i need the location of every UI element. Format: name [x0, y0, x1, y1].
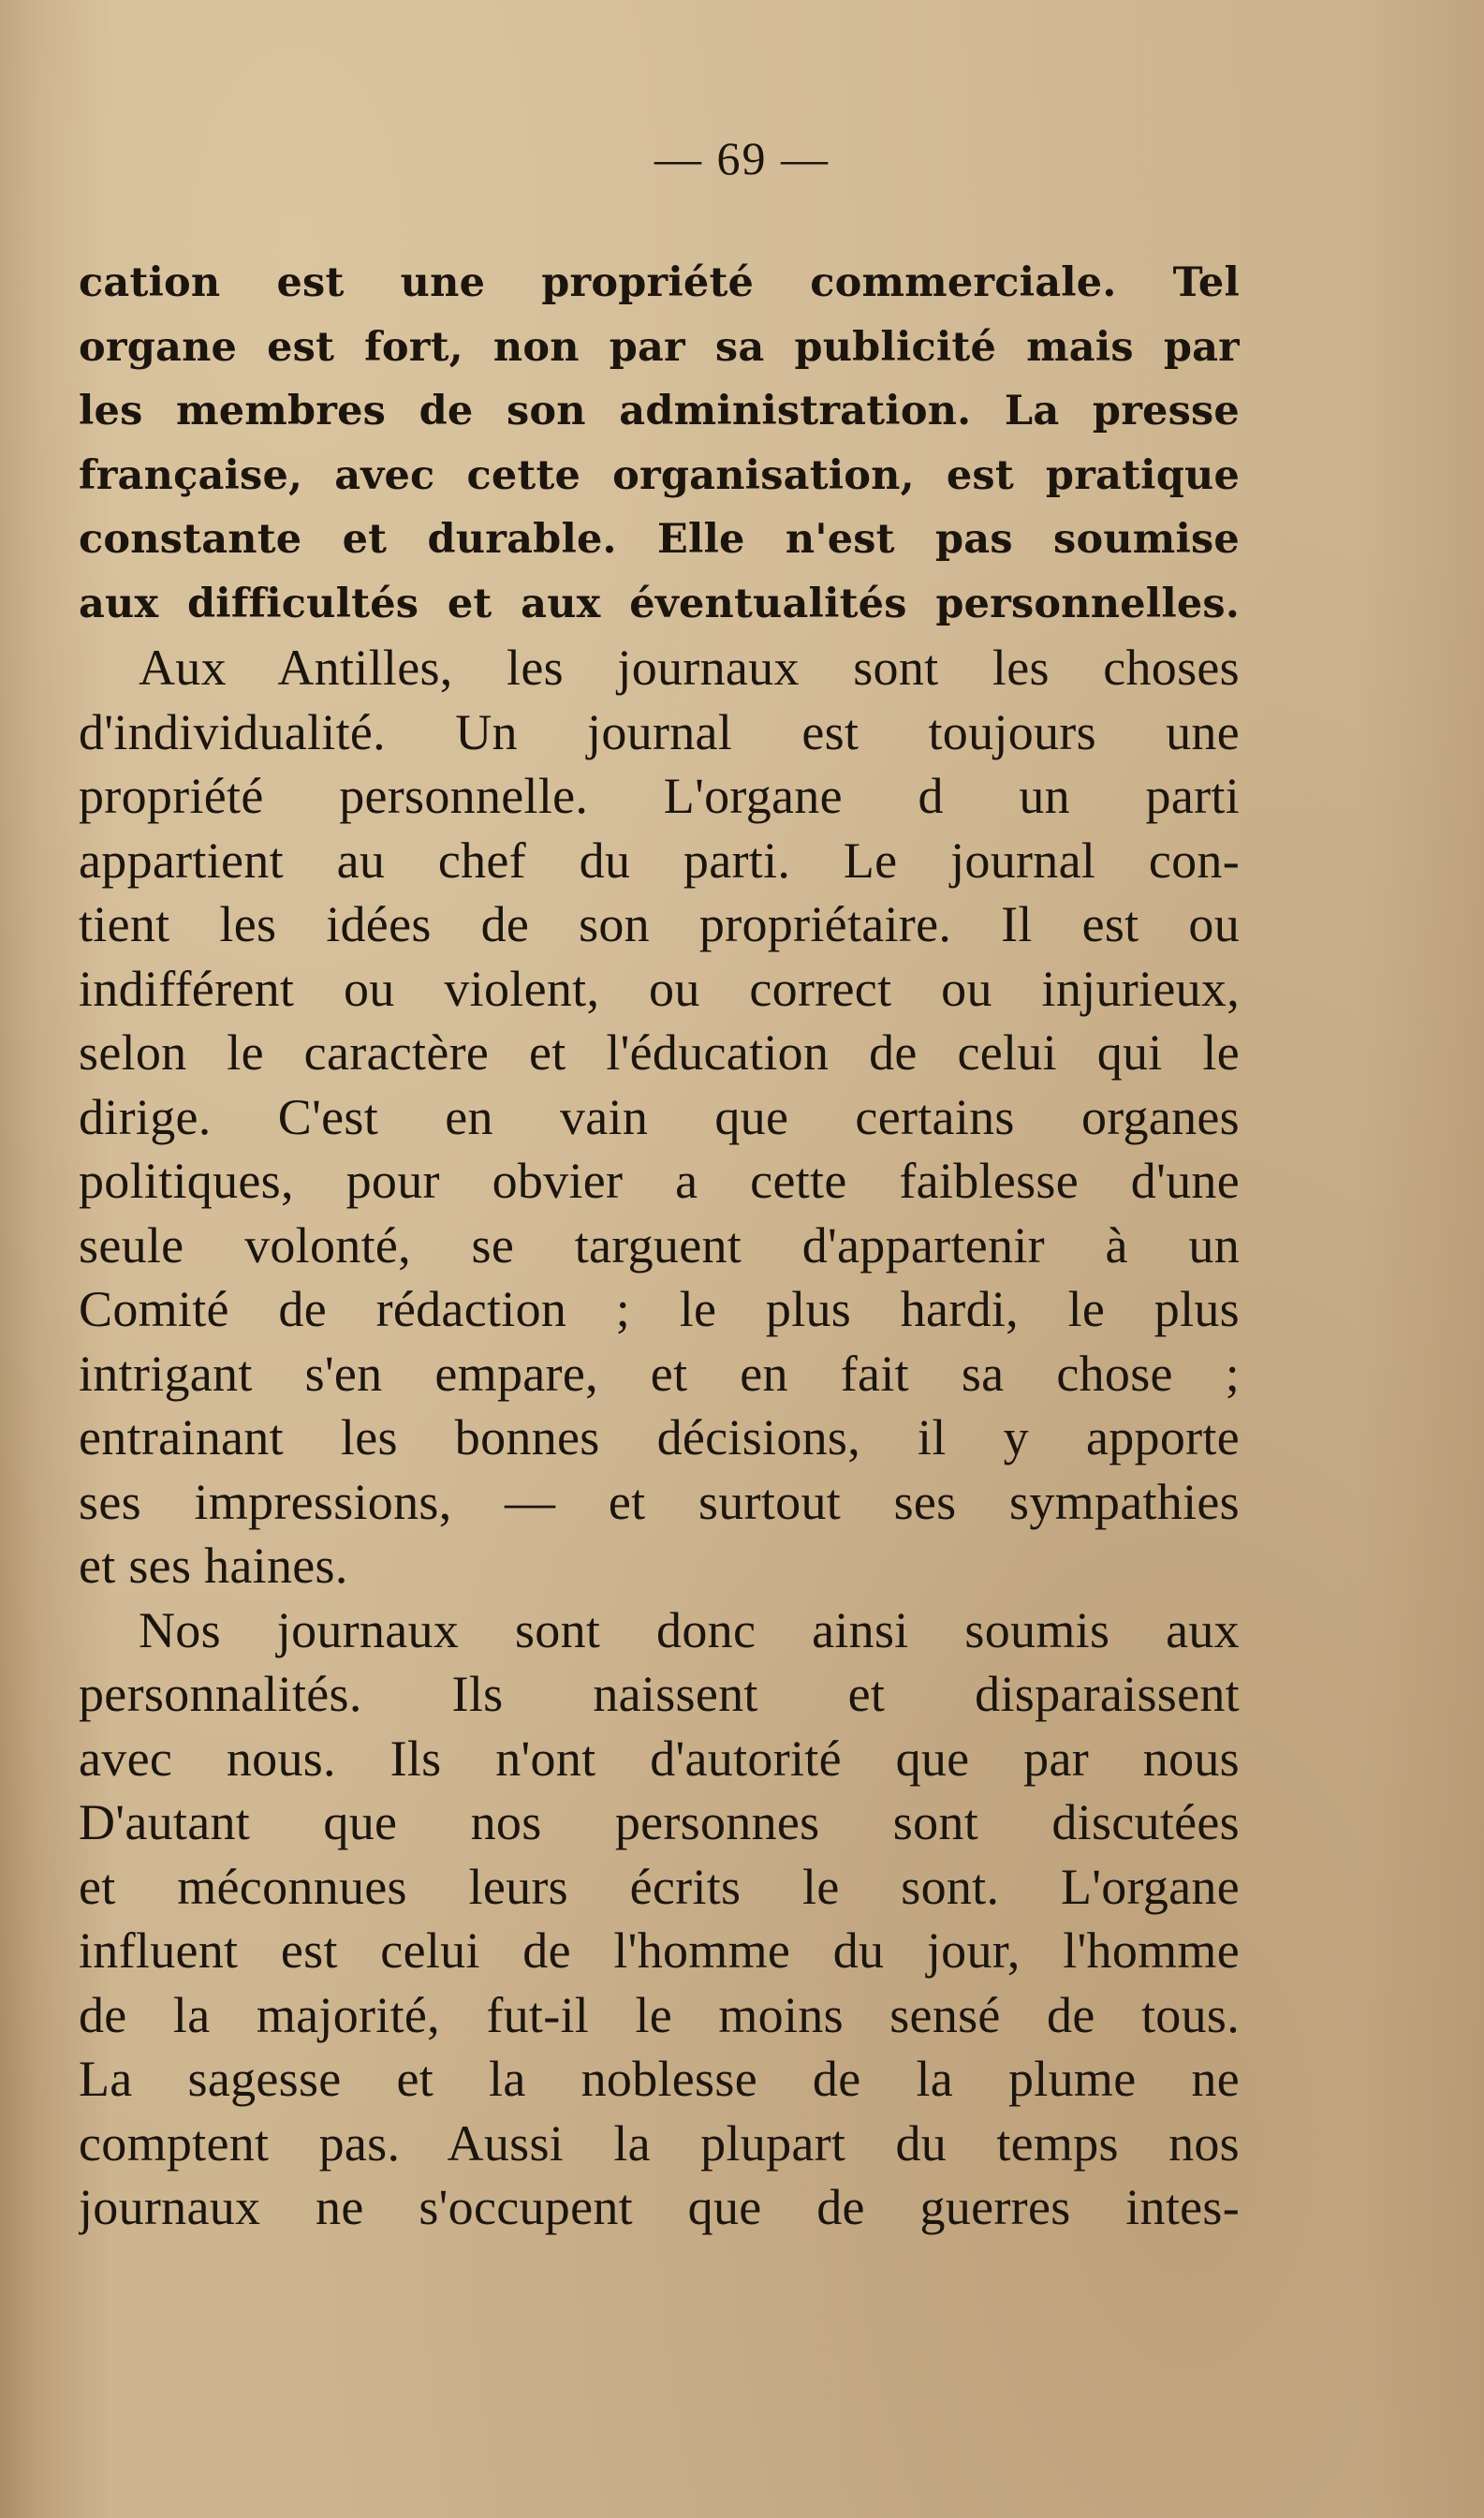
text-line: et ses haines.: [79, 1538, 348, 1594]
text-line: cation est une propriété commerciale. Tel: [79, 259, 1240, 306]
page-number: — 69 —: [654, 132, 830, 184]
text-line: organe est fort, non par sa publicité mais par: [79, 323, 1240, 371]
text-line: intrigant s'en empare, et en fait sa chose ;: [79, 1345, 1240, 1402]
text-line: propriété personnelle. L'organe d un parti: [79, 768, 1240, 824]
text-line: La sagesse et la noblesse de la plume ne: [79, 2051, 1240, 2107]
text-line: seule volonté, se targuent d'appartenir à un: [79, 1216, 1240, 1274]
text-line: avec nous. Ils n'ont d'autorité que par nous: [79, 1730, 1240, 1787]
text-line: personnalités. Ils naissent et disparaissent: [79, 1666, 1240, 1722]
text-line: Nos journaux sont donc ainsi soumis aux: [139, 1601, 1240, 1658]
text-line: d'individualité. Un journal est toujours une: [79, 703, 1240, 760]
text-line: D'autant que nos personnes sont discutées: [79, 1794, 1240, 1850]
text-line: appartient au chef du parti. Le journal con-: [79, 832, 1240, 889]
text-line: influent est celui de l'homme du jour, l'homme: [79, 1922, 1240, 1979]
text-line: ses impressions, — et surtout ses sympathies: [79, 1473, 1240, 1530]
text-line: constante et durable. Elle n'est pas soumise: [79, 516, 1240, 563]
text-line: journaux ne s'occupent que de guerres intes-: [79, 2179, 1240, 2235]
text-line: indifférent ou violent, ou correct ou injurieux,: [79, 960, 1240, 1017]
text-line: dirige. C'est en vain que certains organes: [79, 1088, 1240, 1145]
text-line: selon le caractère et l'éducation de celui qui le: [79, 1024, 1240, 1081]
body-text: [79, 251, 1240, 2240]
text-line: et méconnues leurs écrits le sont. L'organe: [79, 1858, 1240, 1915]
text-line: politiques, pour obvier a cette faiblesse d'une: [79, 1153, 1240, 1209]
text-line: de la majorité, fut-il le moins sensé de tous.: [79, 1986, 1240, 2043]
text-line: Aux Antilles, les journaux sont les choses: [139, 640, 1240, 696]
text-line: française, avec cette organisation, est pratique: [79, 451, 1240, 499]
text-line: comptent pas. Aussi la plupart du temps nos: [79, 2114, 1240, 2172]
text-line: tient les idées de son propriétaire. Il est ou: [79, 896, 1240, 952]
text-line: aux difficultés et aux éventualités personnelles.: [79, 580, 1240, 627]
text-line: entrainant les bonnes décisions, il y apporte: [79, 1409, 1240, 1465]
text-line: les membres de son administration. La presse: [79, 388, 1240, 434]
text-line: Comité de rédaction ; le plus hardi, le plus: [79, 1281, 1240, 1337]
